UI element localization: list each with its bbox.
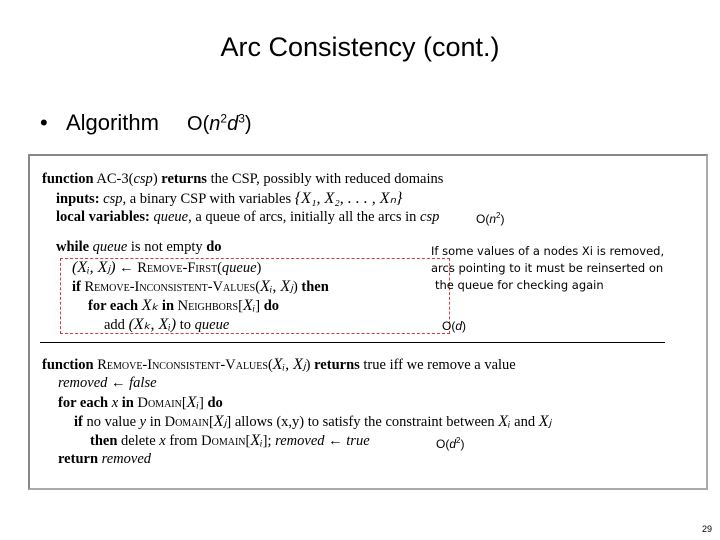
riv-line-3: for each x in Domain[Xᵢ] do: [58, 394, 223, 411]
ac3-line-2: inputs: csp, a binary CSP with variables {X₁, X₂, . . . , Xₙ}: [56, 190, 403, 207]
riv-complexity: $O(d^2)$: [436, 436, 465, 451]
queue-init-complexity: $O(n^2)$: [476, 211, 505, 226]
algorithm-box: [28, 154, 708, 490]
ac3-line-3: local variables: queue, a queue of arcs, initially all the arcs in csp: [56, 209, 440, 225]
ac3-line-6: if Remove-Inconsistent-Values(Xᵢ, Xⱼ) then: [72, 278, 329, 295]
overall-complexity: $O(n^2d^3)$: [187, 111, 252, 135]
reinsert-note: If some values of a nodes Xi is removed, arcs pointing to it must be reinserted on the queue for checking again: [431, 244, 665, 292]
ac3-line-8: add (Xₖ, Xᵢ) to queue: [104, 316, 230, 333]
bullet-dot: •: [40, 110, 48, 135]
riv-line-4: if no value y in Domain[Xⱼ] allows (x,y) to satisfy the constraint between Xᵢ and Xⱼ: [74, 413, 552, 430]
function-divider: [40, 342, 665, 343]
ac3-line-1: function AC-3(csp) returns the CSP, possibly with reduced domains: [42, 171, 444, 187]
loop-complexity: O(d): [442, 319, 467, 333]
ac3-line-5: (Xᵢ, Xⱼ) ← Remove-First(queue): [72, 259, 262, 276]
riv-line-2: removed ← false: [58, 375, 157, 391]
bullet-algorithm: [40, 110, 252, 136]
bullet-label: Algorithm: [66, 110, 159, 135]
ac3-line-4: while queue is not empty do: [56, 239, 222, 255]
page-number: 29: [701, 524, 712, 534]
riv-line-6: return removed: [58, 451, 152, 467]
slide-title: Arc Consistency (cont.): [220, 32, 500, 62]
ac3-line-7: for each Xₖ in Neighbors[Xᵢ] do: [88, 297, 280, 314]
riv-line-1: function Remove-Inconsistent-Values(Xᵢ, Xⱼ) returns true iff we remove a value: [42, 356, 516, 373]
riv-line-5: then delete x from Domain[Xᵢ]; removed ← true: [90, 432, 370, 449]
